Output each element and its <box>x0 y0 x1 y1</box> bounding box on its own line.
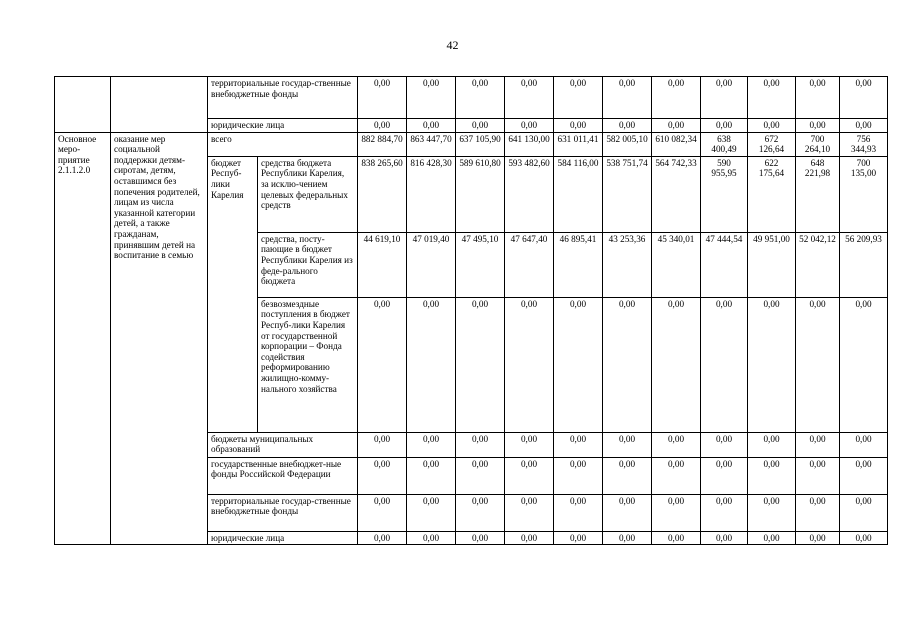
value-cell: 0,00 <box>603 119 652 133</box>
value-cell: 0,00 <box>407 297 456 432</box>
value-cell: 47 019,40 <box>407 232 456 297</box>
value-cell: 0,00 <box>701 119 748 133</box>
value-cell: 638 400,49 <box>701 132 748 156</box>
value-cell: 838 265,60 <box>358 156 407 232</box>
subsource-label: средства бюджета Республики Карелия, за исклю-чением целевых федеральных средств <box>258 156 358 232</box>
budget-rk-label: бюджет Респуб-лики Карелия <box>208 156 258 432</box>
funding-table <box>54 76 888 545</box>
value-cell: 0,00 <box>748 494 796 531</box>
value-cell: 0,00 <box>701 494 748 531</box>
value-cell: 637 105,90 <box>456 132 505 156</box>
value-cell: 0,00 <box>840 297 888 432</box>
value-cell: 0,00 <box>748 531 796 545</box>
value-cell: 0,00 <box>652 531 701 545</box>
value-cell: 0,00 <box>652 77 701 119</box>
value-cell: 0,00 <box>456 494 505 531</box>
value-cell: 0,00 <box>554 297 603 432</box>
subsource-label: безвозмездные поступления в бюджет Респуб-лики Карелия от государственной корпорации – Фонда содействия реформированию жилищно-комму-нального хозяйства <box>258 297 358 432</box>
value-cell: 882 884,70 <box>358 132 407 156</box>
page-number: 42 <box>446 38 459 52</box>
value-cell: 0,00 <box>505 457 554 494</box>
value-cell: 672 126,64 <box>748 132 796 156</box>
value-cell: 0,00 <box>505 119 554 133</box>
value-cell: 0,00 <box>505 297 554 432</box>
value-cell: 0,00 <box>748 297 796 432</box>
value-cell: 593 482,60 <box>505 156 554 232</box>
value-cell: 0,00 <box>603 494 652 531</box>
value-cell: 44 619,10 <box>358 232 407 297</box>
value-cell: 0,00 <box>701 457 748 494</box>
measure-code: Основное меро-приятие 2.1.1.2.0 <box>55 132 111 545</box>
value-cell: 0,00 <box>652 432 701 457</box>
value-cell: 0,00 <box>358 77 407 119</box>
source-label: юридические лица <box>208 119 358 133</box>
value-cell: 610 082,34 <box>652 132 701 156</box>
value-cell: 45 340,01 <box>652 232 701 297</box>
value-cell: 0,00 <box>407 119 456 133</box>
value-cell: 0,00 <box>701 297 748 432</box>
value-cell: 0,00 <box>748 457 796 494</box>
value-cell: 538 751,74 <box>603 156 652 232</box>
value-cell: 0,00 <box>840 531 888 545</box>
value-cell: 0,00 <box>456 531 505 545</box>
value-cell: 0,00 <box>554 457 603 494</box>
value-cell: 0,00 <box>358 531 407 545</box>
value-cell: 0,00 <box>748 119 796 133</box>
value-cell: 49 951,00 <box>748 232 796 297</box>
value-cell: 0,00 <box>358 119 407 133</box>
value-cell: 47 444,54 <box>701 232 748 297</box>
value-cell: 0,00 <box>840 77 888 119</box>
value-cell: 56 209,93 <box>840 232 888 297</box>
value-cell: 0,00 <box>652 119 701 133</box>
value-cell: 564 742,33 <box>652 156 701 232</box>
value-cell: 0,00 <box>796 77 840 119</box>
value-cell: 0,00 <box>796 494 840 531</box>
value-cell: 0,00 <box>505 77 554 119</box>
value-cell: 0,00 <box>554 432 603 457</box>
value-cell: 47 647,40 <box>505 232 554 297</box>
value-cell: 0,00 <box>505 494 554 531</box>
value-cell: 0,00 <box>840 457 888 494</box>
value-cell: 0,00 <box>796 297 840 432</box>
value-cell: 700 264,10 <box>796 132 840 156</box>
value-cell: 0,00 <box>603 432 652 457</box>
value-cell: 0,00 <box>603 531 652 545</box>
value-cell: 0,00 <box>505 531 554 545</box>
value-cell: 0,00 <box>358 494 407 531</box>
value-cell: 0,00 <box>554 531 603 545</box>
value-cell: 0,00 <box>652 494 701 531</box>
value-cell: 584 116,00 <box>554 156 603 232</box>
value-cell: 0,00 <box>748 77 796 119</box>
value-cell: 0,00 <box>840 119 888 133</box>
value-cell: 0,00 <box>603 297 652 432</box>
value-cell: 0,00 <box>456 77 505 119</box>
value-cell: 700 135,00 <box>840 156 888 232</box>
value-cell: 0,00 <box>358 432 407 457</box>
value-cell: 0,00 <box>554 119 603 133</box>
value-cell: 622 175,64 <box>748 156 796 232</box>
value-cell: 0,00 <box>407 531 456 545</box>
measure-name: оказание мер социальной поддержки детям-сиротам, детям, оставшимся без попечения родителей, лицам из числа указанной категории детей, а также гражданам, принявшим детей на воспитание в семью <box>111 132 208 545</box>
value-cell: 0,00 <box>407 432 456 457</box>
value-cell: 0,00 <box>603 77 652 119</box>
value-cell: 0,00 <box>505 432 554 457</box>
value-cell: 0,00 <box>407 494 456 531</box>
empty-code-cell <box>55 77 111 133</box>
value-cell: 816 428,30 <box>407 156 456 232</box>
value-cell: 0,00 <box>407 77 456 119</box>
value-cell: 0,00 <box>796 432 840 457</box>
value-cell: 0,00 <box>554 77 603 119</box>
value-cell: 43 253,36 <box>603 232 652 297</box>
value-cell: 0,00 <box>701 77 748 119</box>
value-cell: 0,00 <box>701 432 748 457</box>
value-cell: 47 495,10 <box>456 232 505 297</box>
value-cell: 0,00 <box>701 531 748 545</box>
value-cell: 0,00 <box>840 432 888 457</box>
value-cell: 0,00 <box>796 457 840 494</box>
value-cell: 0,00 <box>358 457 407 494</box>
value-cell: 589 610,80 <box>456 156 505 232</box>
empty-name-cell <box>111 77 208 133</box>
value-cell: 0,00 <box>407 457 456 494</box>
source-label: юридические лица <box>208 531 358 545</box>
value-cell: 863 447,70 <box>407 132 456 156</box>
value-cell: 0,00 <box>603 457 652 494</box>
value-cell: 582 005,10 <box>603 132 652 156</box>
value-cell: 0,00 <box>652 297 701 432</box>
value-cell: 590 955,95 <box>701 156 748 232</box>
value-cell: 0,00 <box>456 432 505 457</box>
value-cell: 631 011,41 <box>554 132 603 156</box>
source-label: территориальные государ-ственные внебюджетные фонды <box>208 77 358 119</box>
value-cell: 0,00 <box>652 457 701 494</box>
total-label: всего <box>208 132 358 156</box>
value-cell: 52 042,12 <box>796 232 840 297</box>
value-cell: 0,00 <box>796 119 840 133</box>
value-cell: 756 344,93 <box>840 132 888 156</box>
source-label: государственные внебюджет-ные фонды Российской Федерации <box>208 457 358 494</box>
value-cell: 641 130,00 <box>505 132 554 156</box>
subsource-label: средства, посту-пающие в бюджет Республики Карелия из феде-рального бюджета <box>258 232 358 297</box>
table-row <box>55 77 888 119</box>
source-label: территориальные государ-ственные внебюджетные фонды <box>208 494 358 531</box>
value-cell: 0,00 <box>840 494 888 531</box>
value-cell: 0,00 <box>554 494 603 531</box>
value-cell: 46 895,41 <box>554 232 603 297</box>
value-cell: 0,00 <box>748 432 796 457</box>
value-cell: 648 221,98 <box>796 156 840 232</box>
value-cell: 0,00 <box>796 531 840 545</box>
value-cell: 0,00 <box>456 457 505 494</box>
value-cell: 0,00 <box>456 119 505 133</box>
value-cell: 0,00 <box>358 297 407 432</box>
table-row <box>55 132 888 156</box>
value-cell: 0,00 <box>456 297 505 432</box>
source-label: бюджеты муниципальных образований <box>208 432 358 457</box>
